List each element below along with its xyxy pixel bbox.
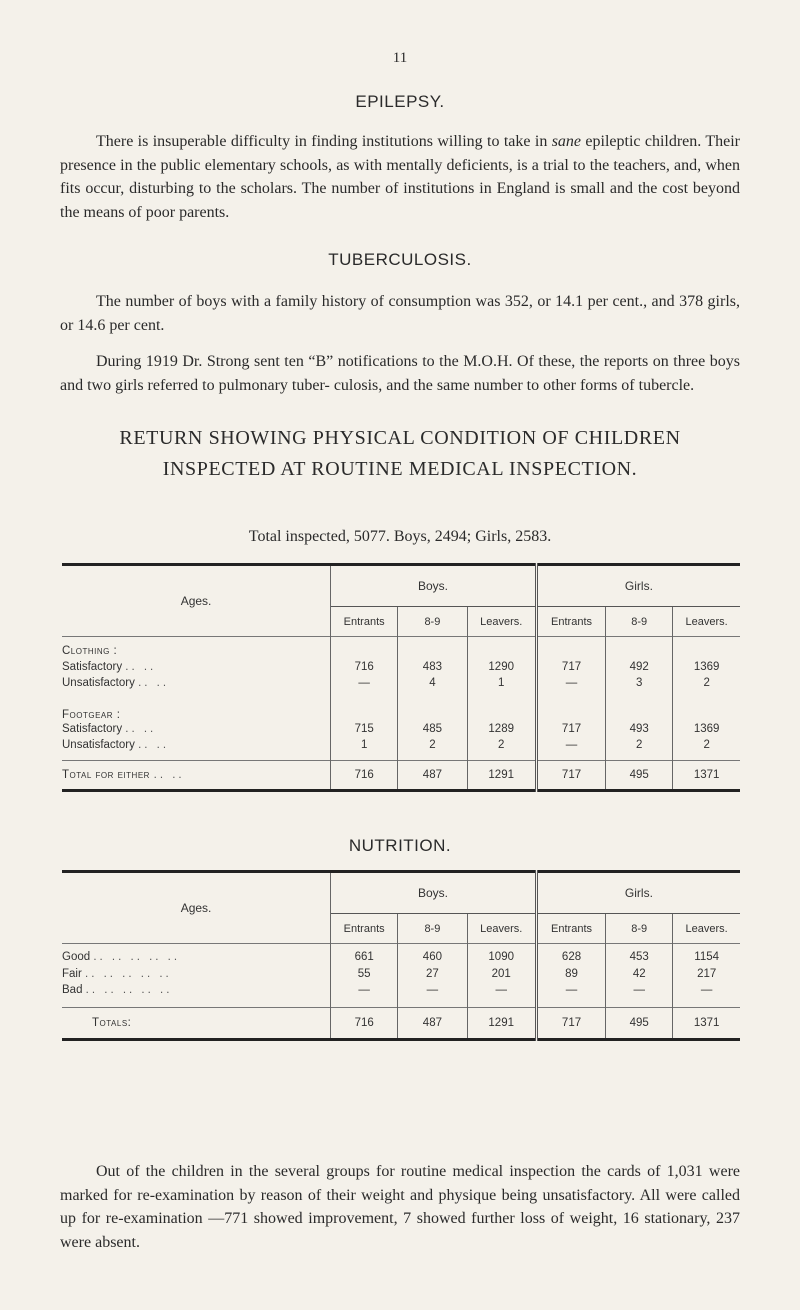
table-row — [62, 659, 740, 675]
boys-header: Boys. — [331, 565, 537, 607]
ages-header: Ages. — [180, 901, 212, 915]
col-boys-8-9: 8-9 — [398, 607, 467, 637]
cell: 1291 — [467, 761, 536, 791]
table-row-total — [62, 761, 740, 791]
return-heading-line-2: INSPECTED AT ROUTINE MEDICAL INSPECTION. — [162, 458, 638, 480]
cell: 717 — [536, 721, 605, 737]
return-heading — [40, 423, 760, 485]
cell: 1090 — [467, 944, 536, 966]
cell: — — [536, 737, 605, 753]
epilepsy-heading: EPILEPSY. — [355, 92, 445, 111]
cell: 715 — [331, 721, 398, 737]
col-girls-leavers: Leavers. — [673, 607, 740, 637]
epilepsy-paragraph — [60, 130, 740, 224]
cell: 492 — [606, 659, 673, 675]
col-boys-leavers: Leavers. — [467, 914, 536, 944]
cell: 487 — [398, 761, 467, 791]
cell: 1289 — [467, 721, 536, 737]
col-girls-entrants: Entrants — [536, 914, 605, 944]
row-label: Satisfactory .. .. — [62, 722, 157, 735]
ages-header: Ages. — [180, 594, 212, 608]
table-row — [62, 721, 740, 737]
cell: 716 — [331, 761, 398, 791]
cell: 42 — [606, 966, 673, 982]
physical-condition-table — [62, 563, 740, 792]
cell: 485 — [398, 721, 467, 737]
cell: 717 — [536, 659, 605, 675]
cell: 1371 — [673, 1008, 740, 1040]
cell: 2 — [606, 737, 673, 753]
cell: 1371 — [673, 761, 740, 791]
cell: 716 — [331, 659, 398, 675]
col-girls-entrants: Entrants — [536, 607, 605, 637]
cell: — — [536, 675, 605, 691]
cell: 217 — [673, 966, 740, 982]
cell: 2 — [467, 737, 536, 753]
cell: 55 — [331, 966, 398, 982]
return-heading-line-1: RETURN SHOWING PHYSICAL CONDITION OF CHILDREN — [119, 427, 681, 449]
cell: — — [467, 982, 536, 998]
cell: 1 — [331, 737, 398, 753]
cell: 483 — [398, 659, 467, 675]
cell: — — [398, 982, 467, 998]
table-row — [62, 966, 740, 982]
cell: 1369 — [673, 659, 740, 675]
cell: 27 — [398, 966, 467, 982]
col-boys-entrants: Entrants — [331, 607, 398, 637]
total-inspected-line: Total inspected, 5077. Boys, 2494; Girls, 2583. — [248, 528, 552, 545]
epilepsy-italic-word: sane — [551, 133, 582, 150]
epilepsy-text-start: There is insuperable difficulty in finding institutions willing to take in — [96, 133, 548, 150]
clothing-label: Clothing : — [62, 637, 331, 659]
closing-paragraph: Out of the children in the several groups for routine medical inspection the cards of 1,031 were marked for re-examination by reason of their weight and physique being unsatisfactory. All were called up for re-examination —771 showed improvement, 7 showed further loss of weight, 16 stationary, 237 were absent. — [60, 1163, 740, 1251]
row-label: Fair .. .. .. .. .. — [62, 967, 172, 980]
cell: — — [673, 982, 740, 998]
cell: 3 — [606, 675, 673, 691]
cell: 487 — [398, 1008, 467, 1040]
table-row — [62, 737, 740, 753]
cell: 495 — [606, 1008, 673, 1040]
cell: 495 — [606, 761, 673, 791]
cell: 4 — [398, 675, 467, 691]
footgear-label: Footgear : — [62, 708, 121, 721]
cell: 717 — [536, 761, 605, 791]
cell: 717 — [536, 1008, 605, 1040]
cell: 1369 — [673, 721, 740, 737]
col-girls-leavers: Leavers. — [673, 914, 740, 944]
page-number: 11 — [392, 50, 408, 66]
cell: 453 — [606, 944, 673, 966]
tuberculosis-paragraph-2: During 1919 Dr. Strong sent ten “B” notifications to the M.O.H. Of these, the reports on three boys and two girls referred to pulmonary tuber- culosis, and the same number to other forms of tubercle. — [60, 353, 740, 394]
cell: 1291 — [467, 1008, 536, 1040]
nutrition-table — [62, 870, 740, 1041]
col-boys-8-9: 8-9 — [398, 914, 467, 944]
table-row-total — [62, 1008, 740, 1040]
cell: 1 — [467, 675, 536, 691]
cell: 460 — [398, 944, 467, 966]
cell: 661 — [331, 944, 398, 966]
row-label: Bad .. .. .. .. .. — [62, 983, 173, 996]
cell: 201 — [467, 966, 536, 982]
cell: — — [536, 982, 605, 998]
cell: 716 — [331, 1008, 398, 1040]
row-label: Good .. .. .. .. .. — [62, 944, 331, 966]
col-boys-entrants: Entrants — [331, 914, 398, 944]
row-label: Satisfactory .. .. — [62, 660, 157, 673]
row-label: Unsatisfactory .. .. — [62, 676, 170, 689]
girls-header: Girls. — [536, 565, 740, 607]
tuberculosis-heading: TUBERCULOSIS. — [328, 250, 472, 269]
cell: 628 — [536, 944, 605, 966]
col-boys-leavers: Leavers. — [467, 607, 536, 637]
cell: — — [331, 982, 398, 998]
boys-header: Boys. — [331, 872, 537, 914]
totals-label: Totals: — [62, 1008, 331, 1040]
girls-header: Girls. — [536, 872, 740, 914]
table-row — [62, 982, 740, 998]
row-label: Unsatisfactory .. .. — [62, 738, 170, 751]
nutrition-heading: NUTRITION. — [348, 836, 452, 855]
epilepsy-text-rest: epileptic children. Their presence in the public elementary schools, as with mentally deficients, is a trial to the teachers, and, when fits occur, disturbing to the scholars. The number of institutions in England is small and the cost beyond the means of poor parents. — [60, 133, 741, 221]
cell: 89 — [536, 966, 605, 982]
col-girls-8-9: 8-9 — [606, 914, 673, 944]
cell: 2 — [398, 737, 467, 753]
tuberculosis-paragraph-1: The number of boys with a family history of consumption was 352, or 14.1 per cent., and 378 girls, or 14.6 per cent. — [60, 293, 740, 334]
cell: 1290 — [467, 659, 536, 675]
table-row — [62, 675, 740, 691]
table-row — [62, 944, 740, 966]
cell: 493 — [606, 721, 673, 737]
cell: — — [606, 982, 673, 998]
cell: 2 — [673, 737, 740, 753]
cell: 2 — [673, 675, 740, 691]
total-label: Total for either .. .. — [62, 761, 331, 791]
col-girls-8-9: 8-9 — [606, 607, 673, 637]
cell: — — [331, 675, 398, 691]
cell: 1154 — [673, 944, 740, 966]
